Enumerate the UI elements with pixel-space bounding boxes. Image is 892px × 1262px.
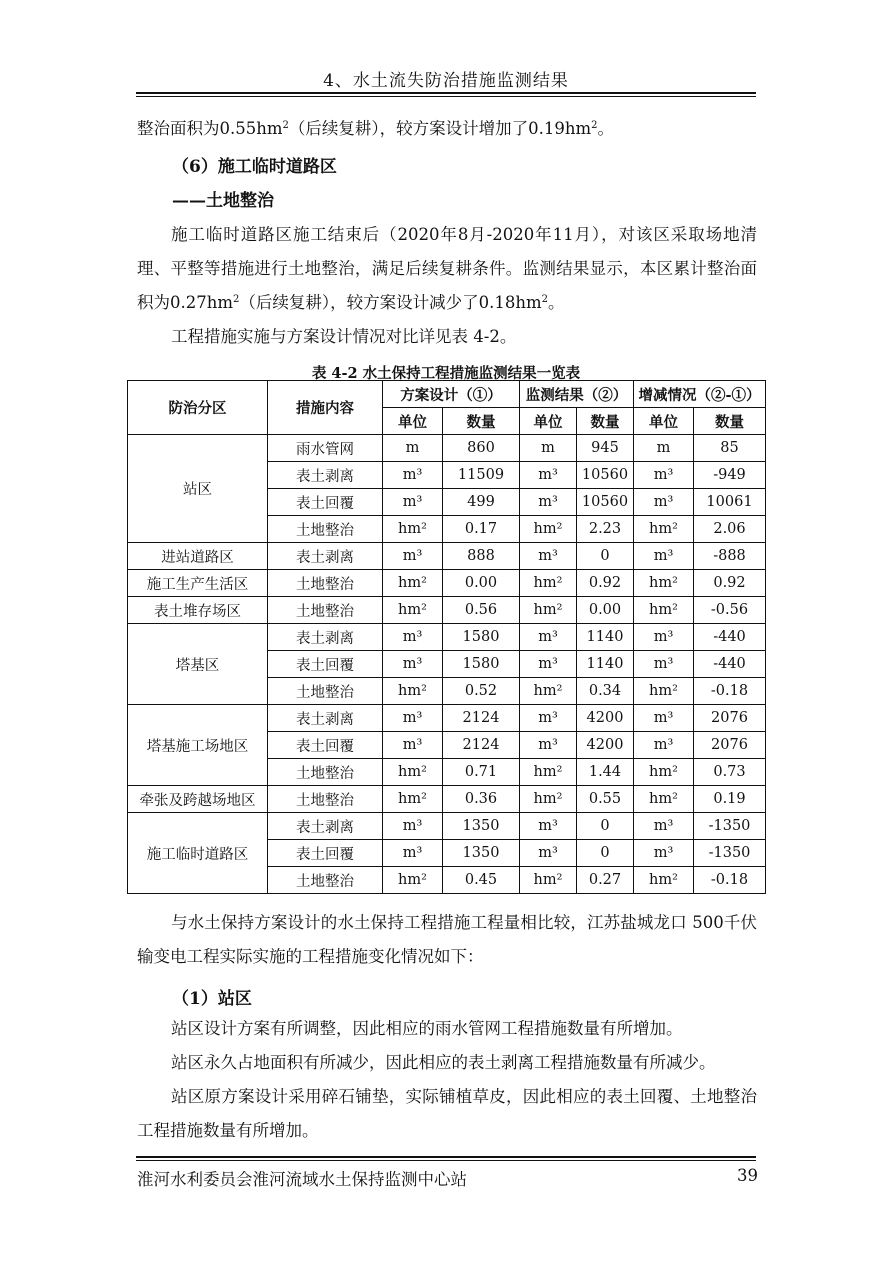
change-qty-cell: 2.06 [694,516,766,543]
change-qty-cell: -1350 [694,840,766,867]
change-qty-cell: -0.18 [694,678,766,705]
monitor-unit-cell: hm² [520,867,577,894]
paragraph-comparison: 与水土保持方案设计的水土保持工程措施工程量相比较，江苏盐城龙口 500千伏输变电工程实际实施的工程措施变化情况如下： [137,913,757,966]
header-unit: 单位 [634,408,694,435]
plan-unit-cell: m³ [383,840,443,867]
table-row [128,813,766,840]
monitor-unit-cell: m³ [520,543,577,570]
measure-cell: 表土回覆 [268,732,383,759]
plan-unit-cell: hm² [383,516,443,543]
plan-unit-cell: m³ [383,543,443,570]
measure-cell: 表土剥离 [268,543,383,570]
plan-unit-cell: m³ [383,489,443,516]
section-heading-6: （6）施工临时道路区 [172,157,337,177]
paragraph-stormwater: 站区设计方案有所调整，因此相应的雨水管网工程措施数量有所增加。 [171,1019,683,1038]
monitor-unit-cell: hm² [520,516,577,543]
plan-unit-cell: m³ [383,462,443,489]
plan-unit-cell: m³ [383,651,443,678]
header-monitor: 监测结果（②） [520,381,634,408]
plan-qty-cell: 0.17 [443,516,520,543]
monitor-qty-cell: 10560 [577,462,634,489]
change-qty-cell: 2076 [694,705,766,732]
measure-cell: 土地整治 [268,759,383,786]
paragraph-land-consolidation: 施工临时道路区施工结束后（2020年8月-2020年11月），对该区采取场地清理、平整等措施进行土地整治，满足后续复耕条件。监测结果显示，本区累计整治面积为$0.27hm^2$（后续复耕），较方案设计减少了$0.18hm^2$。 [137,225,757,312]
plan-qty-cell: 2124 [443,705,520,732]
section-heading-1: （1）站区 [172,989,252,1009]
change-qty-cell: 0.73 [694,759,766,786]
change-unit-cell: m³ [634,462,694,489]
plan-qty-cell: 0.52 [443,678,520,705]
table-row [128,705,766,732]
monitor-qty-cell: 0.27 [577,867,634,894]
measure-cell: 雨水管网 [268,435,383,462]
change-qty-cell: -1350 [694,813,766,840]
zone-cell: 进站道路区 [128,543,268,570]
monitor-unit-cell: hm² [520,597,577,624]
plan-unit-cell: m³ [383,705,443,732]
change-unit-cell: m³ [634,732,694,759]
paragraph-table-reference: 工程措施实施与方案设计情况对比详见表 4-2。 [171,327,517,346]
measure-cell: 土地整治 [268,597,383,624]
change-unit-cell: m [634,435,694,462]
table-row [128,570,766,597]
plan-unit-cell: m³ [383,624,443,651]
header-qty: 数量 [577,408,634,435]
zone-cell: 站区 [128,435,268,543]
plan-unit-cell: m³ [383,813,443,840]
paragraph-continuation: 整治面积为$0.55hm^2$（后续复耕），较方案设计增加了$0.19hm^2$。 [137,119,615,138]
monitor-unit-cell: m³ [520,624,577,651]
change-unit-cell: hm² [634,867,694,894]
zone-cell: 塔基区 [128,624,268,705]
plan-qty-cell: 0.56 [443,597,520,624]
table-row [128,435,766,462]
header-qty: 数量 [694,408,766,435]
plan-qty-cell: 888 [443,543,520,570]
monitor-qty-cell: 0.55 [577,786,634,813]
plan-qty-cell: 0.45 [443,867,520,894]
plan-qty-cell: 0.71 [443,759,520,786]
plan-qty-cell: 11509 [443,462,520,489]
measure-cell: 表土剥离 [268,462,383,489]
plan-qty-cell: 2124 [443,732,520,759]
monitor-qty-cell: 945 [577,435,634,462]
monitor-qty-cell: 1.44 [577,759,634,786]
change-unit-cell: m³ [634,489,694,516]
monitor-qty-cell: 0.92 [577,570,634,597]
paragraph-turf: 站区原方案设计采用碎石铺垫，实际铺植草皮，因此相应的表土回覆、土地整治工程措施数量有所增加。 [137,1087,757,1140]
header-qty: 数量 [443,408,520,435]
change-unit-cell: hm² [634,786,694,813]
measure-cell: 土地整治 [268,516,383,543]
footer-organization: 淮河水利委员会淮河流域水土保持监测中心站 [137,1170,467,1189]
monitor-qty-cell: 2.23 [577,516,634,543]
plan-qty-cell: 0.00 [443,570,520,597]
header-unit: 单位 [520,408,577,435]
measure-cell: 表土剥离 [268,624,383,651]
header-unit: 单位 [383,408,443,435]
table-row [128,786,766,813]
monitoring-results-table [127,380,766,894]
monitor-unit-cell: m³ [520,732,577,759]
table-body [128,435,766,894]
plan-unit-cell: m³ [383,732,443,759]
monitor-unit-cell: hm² [520,759,577,786]
header-change: 增减情况（②-①） [634,381,766,408]
table-row [128,624,766,651]
paragraph-topsoil-stripping: 站区永久占地面积有所减少，因此相应的表土剥离工程措施数量有所减少。 [171,1053,716,1072]
plan-unit-cell: hm² [383,786,443,813]
measure-cell: 土地整治 [268,570,383,597]
plan-unit-cell: hm² [383,597,443,624]
header-rule [136,92,756,94]
change-qty-cell: -440 [694,624,766,651]
monitor-unit-cell: m³ [520,489,577,516]
zone-cell: 施工生产生活区 [128,570,268,597]
measure-cell: 土地整治 [268,786,383,813]
change-qty-cell: -888 [694,543,766,570]
change-unit-cell: m³ [634,543,694,570]
monitor-qty-cell: 10560 [577,489,634,516]
plan-qty-cell: 1350 [443,813,520,840]
plan-qty-cell: 860 [443,435,520,462]
zone-cell: 施工临时道路区 [128,813,268,894]
running-header: 4、水土流失防治措施监测结果 [323,71,569,91]
change-unit-cell: m³ [634,813,694,840]
change-qty-cell: -440 [694,651,766,678]
monitor-qty-cell: 4200 [577,705,634,732]
monitor-unit-cell: m³ [520,462,577,489]
monitor-qty-cell: 0 [577,813,634,840]
change-qty-cell: -949 [694,462,766,489]
monitor-qty-cell: 4200 [577,732,634,759]
monitor-unit-cell: m³ [520,840,577,867]
header-measure: 措施内容 [268,381,383,435]
change-qty-cell: 85 [694,435,766,462]
change-qty-cell: 10061 [694,489,766,516]
plan-unit-cell: hm² [383,759,443,786]
monitor-qty-cell: 0 [577,840,634,867]
monitor-unit-cell: hm² [520,678,577,705]
plan-unit-cell: hm² [383,678,443,705]
change-unit-cell: hm² [634,516,694,543]
header-rule-thin [136,96,756,97]
monitor-unit-cell: m³ [520,705,577,732]
measure-cell: 表土剥离 [268,705,383,732]
monitor-qty-cell: 0.34 [577,678,634,705]
plan-unit-cell: m [383,435,443,462]
monitor-qty-cell: 1140 [577,624,634,651]
monitor-unit-cell: m³ [520,813,577,840]
plan-qty-cell: 1350 [443,840,520,867]
measure-cell: 表土剥离 [268,813,383,840]
change-unit-cell: m³ [634,705,694,732]
change-unit-cell: m³ [634,651,694,678]
zone-cell: 表土堆存场区 [128,597,268,624]
page-number: 39 [737,1166,758,1185]
subsection-heading: ——土地整治 [172,191,274,211]
monitor-unit-cell: hm² [520,786,577,813]
footer-rule [136,1156,756,1158]
change-qty-cell: 0.19 [694,786,766,813]
measure-cell: 表土回覆 [268,840,383,867]
monitor-unit-cell: m [520,435,577,462]
table-caption: 表 4-2 水土保持工程措施监测结果一览表 [311,365,581,382]
plan-qty-cell: 0.36 [443,786,520,813]
plan-unit-cell: hm² [383,867,443,894]
table-row [128,597,766,624]
monitor-unit-cell: hm² [520,570,577,597]
change-unit-cell: hm² [634,678,694,705]
header-plan: 方案设计（①） [383,381,520,408]
plan-qty-cell: 1580 [443,624,520,651]
zone-cell: 牵张及跨越场地区 [128,786,268,813]
footer-rule-thin [136,1160,756,1161]
change-qty-cell: -0.18 [694,867,766,894]
change-unit-cell: m³ [634,840,694,867]
header-zone: 防治分区 [128,381,268,435]
plan-unit-cell: hm² [383,570,443,597]
plan-qty-cell: 1580 [443,651,520,678]
change-qty-cell: -0.56 [694,597,766,624]
change-unit-cell: hm² [634,759,694,786]
change-qty-cell: 0.92 [694,570,766,597]
monitor-qty-cell: 0 [577,543,634,570]
measure-cell: 土地整治 [268,678,383,705]
table-row [128,543,766,570]
measure-cell: 表土回覆 [268,651,383,678]
measure-cell: 土地整治 [268,867,383,894]
measure-cell: 表土回覆 [268,489,383,516]
change-qty-cell: 2076 [694,732,766,759]
monitor-unit-cell: m³ [520,651,577,678]
monitor-qty-cell: 0.00 [577,597,634,624]
change-unit-cell: hm² [634,597,694,624]
change-unit-cell: hm² [634,570,694,597]
monitor-qty-cell: 1140 [577,651,634,678]
zone-cell: 塔基施工场地区 [128,705,268,786]
change-unit-cell: m³ [634,624,694,651]
plan-qty-cell: 499 [443,489,520,516]
